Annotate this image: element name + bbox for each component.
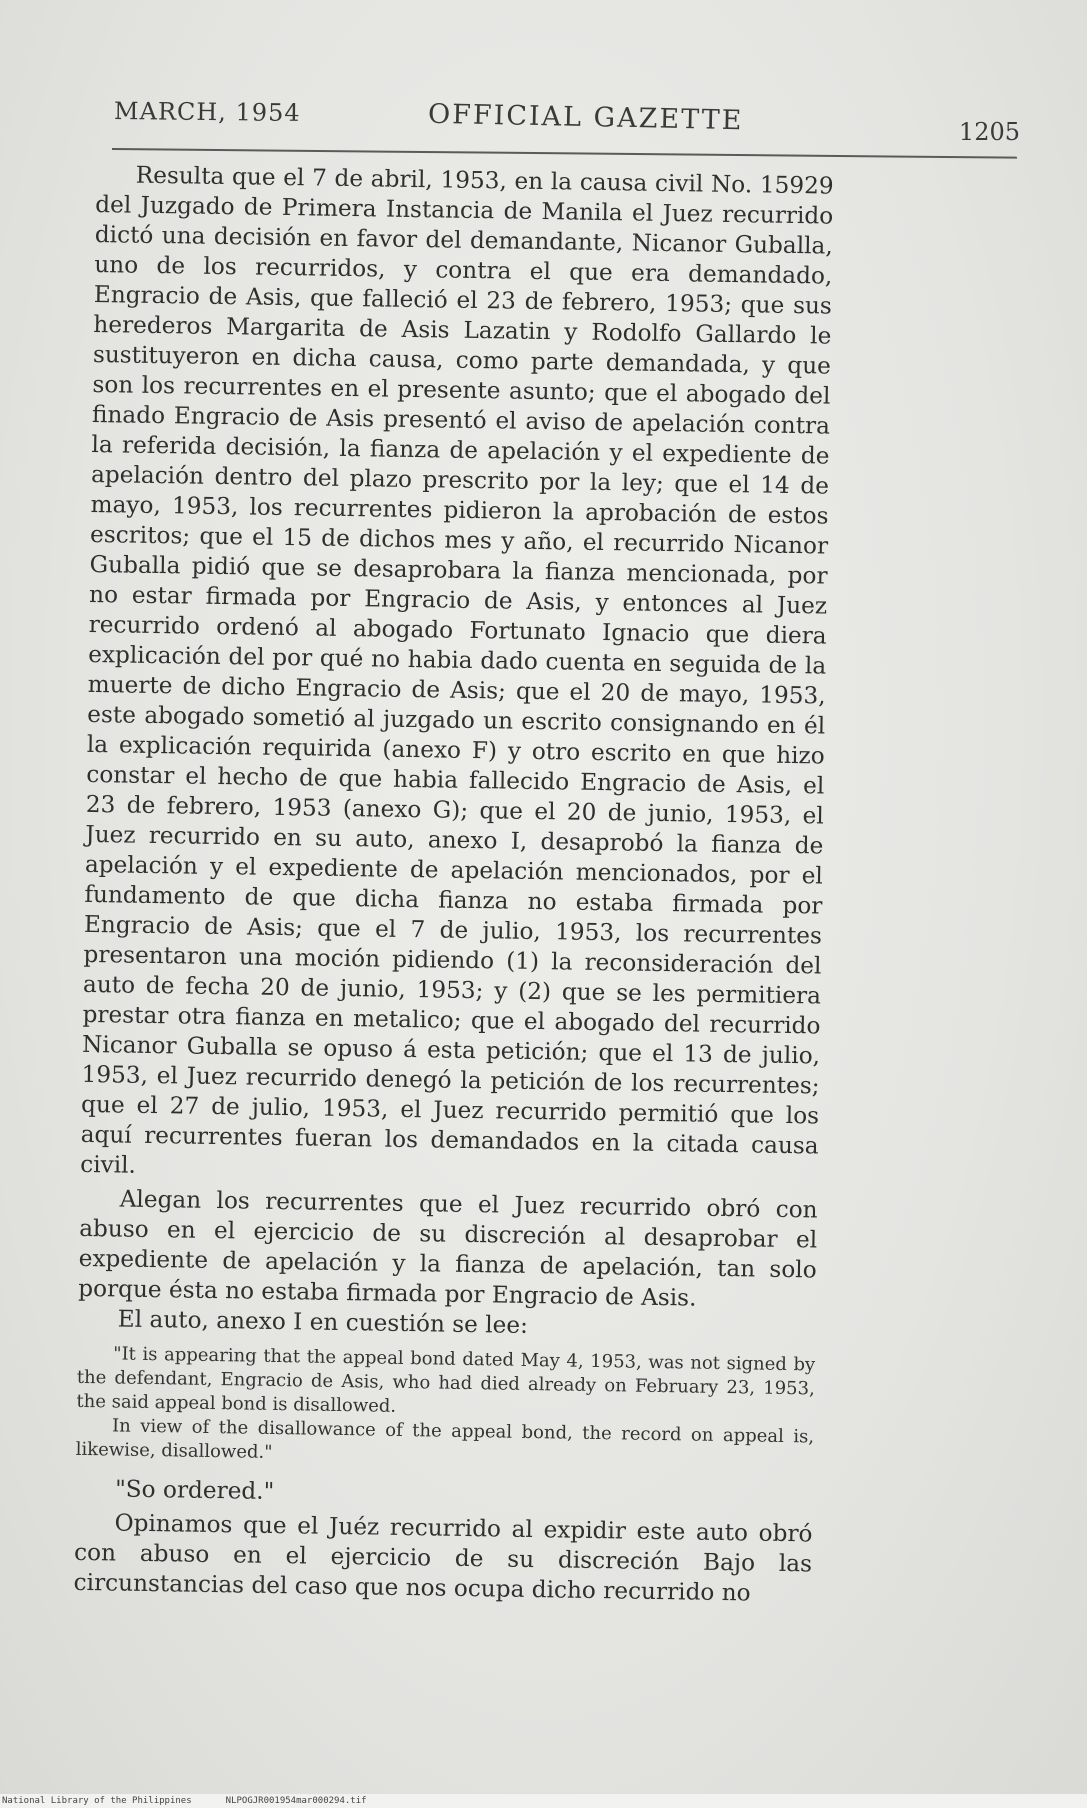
paragraph-allegation: Alegan los recurrentes que el Juez recurrido obró con abuso en el ejercicio de su discreción al desaprobar el expediente de apelación y la fianza de apelación, tan solo porque ésta no estaba firmada por Engracio de Asis.	[78, 1185, 818, 1312]
page-header	[110, 92, 1020, 146]
scan-footer	[0, 1794, 1087, 1808]
so-ordered-line: "So ordered."	[114, 1475, 275, 1505]
quoted-order	[76, 1342, 816, 1474]
footer-library: National Library of the Philippines	[2, 1796, 192, 1806]
header-rule	[112, 148, 1017, 159]
paragraph-order-intro: El auto, anexo I en cuestión se lee:	[117, 1305, 529, 1339]
page-number: 1205	[958, 118, 1020, 146]
paragraph-facts: Resulta que el 7 de abril, 1953, en la causa civil No. 15929 del Juzgado de Primera Instancia de Manila el Juez recurrido dictó una decisión en favor del demandante, Nicanor Guballa, uno de los recurridos, y contra el que era demandado, Engracio de Asis, que falleció el 23 de febrero, 1953; que sus herederos Margarita de Asis Lazatin y Rodolfo Gallardo le sustituyeron en dicha causa, como parte demandada, y que son los recurrentes en el presente asunto; que el abogado del finado Engracio de Asis presentó el aviso de apelación contra la referida decisión, la fianza de apelación y el expediente de apelación dentro del plazo prescrito por la ley; que el 14 de mayo, 1953, los recurrentes pidieron la aprobación de estos escritos; que el 15 de dichos mes y año, el recurrido Nicanor Guballa pidió que se desaprobara la fianza mencionada, por no estar firmada por Engracio de Asis, y entonces al Juez recurrido ordenó al abogado Fortunato Ignacio que diera explicación del por qué no habia dado cuenta en seguida de la muerte de dicho Engracio de Asis; que el 20 de mayo, 1953, este abogado sometió al juzgado un escrito consignando en él la explicación requirida (anexo F) y otro escrito en que hizo constar el hecho de que habia fallecido Engracio de Asis, el 23 de febrero, 1953 (anexo G); que el 20 de junio, 1953, el Juez recurrido en su auto, anexo I, desaprobó la fianza de apelación y el expediente de apelación mencionados, por el fundamento de que dicha fianza no estaba firmada por Engracio de Asis; que el 7 de julio, 1953, los recurrentes presentaron una moción pidiendo (1) la reconsideración del auto de fecha 20 de junio, 1953; y (2) que se les permitiera prestar otra fianza en metalico; que el abogado del recurrido Nicanor Guballa se opuso á esta petición; que el 13 de julio, 1953, el Juez recurrido denegó la petición de los recurrentes; que el 27 de julio, 1953, el Juez recurrido permitió que los aquí recurrentes fueran los demandados en la citada causa civil.	[80, 161, 834, 1179]
quote-paragraph: In view of the disallowance of the appeal bond, the record on appeal is, likewise, disallowed."	[75, 1415, 815, 1463]
document-body	[73, 160, 833, 1609]
footer-file-id: NLPOGJR001954mar000294.tif	[225, 1796, 367, 1806]
quote-paragraph: "It is appearing that the appeal bond dated May 4, 1953, was not signed by the defendant, Engracio de Asis, who had died already on February 23, 1953, the said appeal bond is disallowed.	[76, 1343, 816, 1417]
header-title: OFFICIAL GAZETTE	[427, 98, 744, 137]
paragraph-opinion: Opinamos que el Juéz recurrido al expidir este auto obró con abuso en el ejercicio de su discreción Bajo las circunstancias del caso que nos ocupa dicho recurrido no	[73, 1509, 813, 1607]
header-date: MARCH, 1954	[113, 97, 301, 127]
